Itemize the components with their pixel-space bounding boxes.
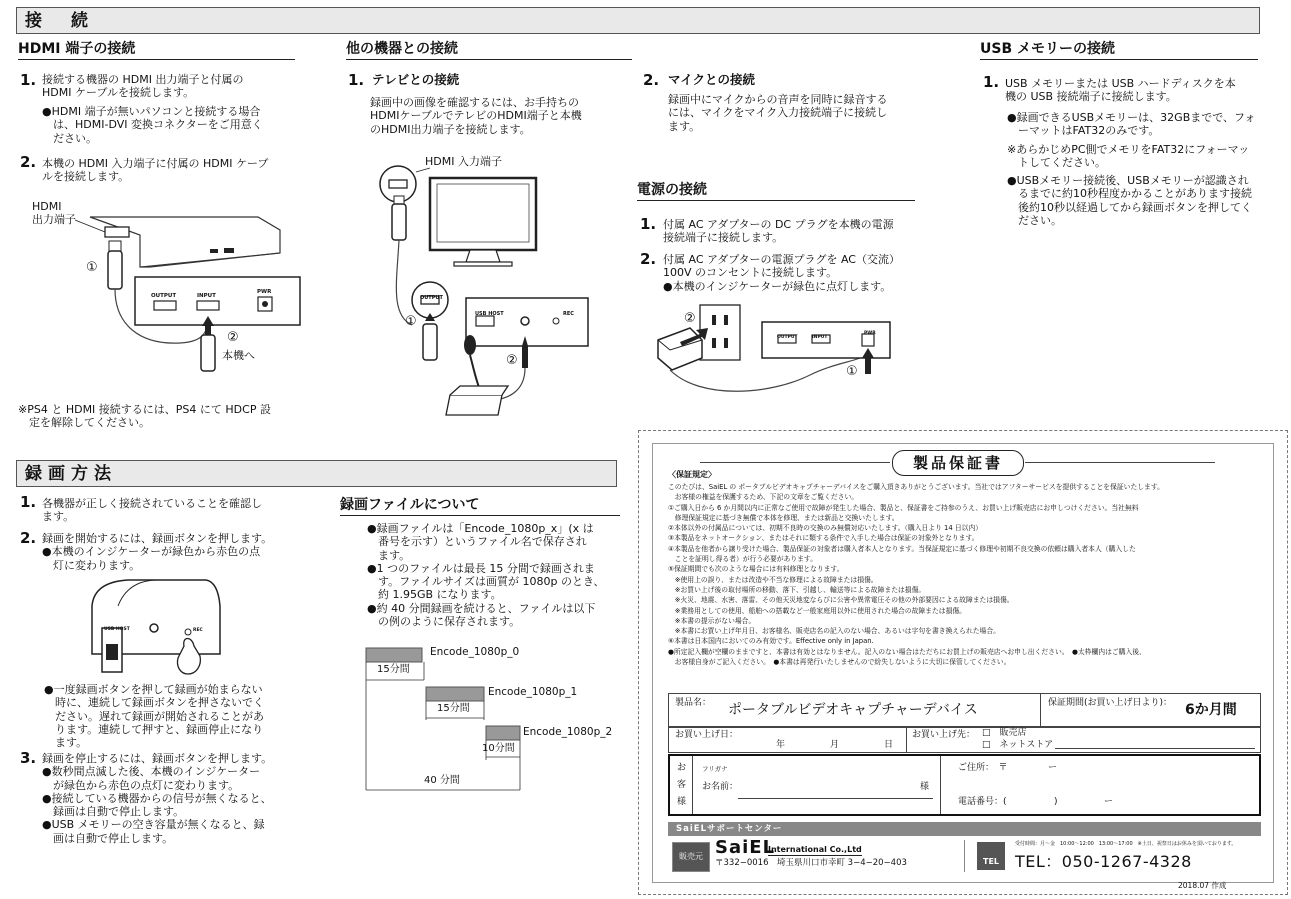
section-title-recording: 録画方法 [16, 460, 617, 487]
hdmi-step2-text: 本機の HDMI 入力端子に付属の HDMI ケーブ ルを接続します。 [42, 157, 269, 184]
purchase-month: 月 [830, 740, 840, 750]
rec-step2-number: 2. [20, 529, 37, 547]
purchase-row-divider [906, 727, 907, 753]
purchase-date-label: お買い上げ日： [675, 730, 739, 740]
hdmi-heading: HDMI 端子の接続 [18, 40, 295, 60]
usb-step1-text: USB メモリーまたは USB ハードディスクを本 機の USB 接続端子に接続します。 [1005, 77, 1236, 104]
mic-title: マイクとの接続 [668, 72, 756, 87]
hdmi-fig-circle2: ② [227, 330, 239, 345]
usb-heading: USB メモリーの接続 [980, 40, 1258, 60]
hdmi-step2-number: 2. [20, 153, 37, 171]
mic-step-number: 2. [643, 71, 660, 89]
warranty-rules-text: このたびは、SaiEL の ポータブルビデオキャプチャーデバイスをご購入頂きありがとうございます。当社ではアフターサービスを提供することを保証いたします。 お客様の権益を保護するため、下記の文章をご覧ください。 ①ご購入日から 6 か月間以内に正常なご使用で故障が発生した場合、製品と、保証書をご持参のうえ、お買い上げ販売店にお申しつけください。当社無料 修理保証規定に基づき無償で本体を修理、または新品と交換いたします。 ②本体以外の付属品については、初期不良時の交換のみ無償対応いたします。（購入日より 14 日以内） ③本製品をネットオークション、またはそれに類する条件で入手した場合は保証の対象外となります。 ④本製品を他者から譲り受けた場合、製品保証の対象者は購入者本人となります。当保証規定に基づく修理や初期不良交換の依頼は購入者本人（購入した ことを証明し得る者）が行う必要があります。 ⑤保証期間でも次のような場合には有料修理となります。 ※使用上の誤り、または改造や不当な修理による故障または損傷。 ※お買い上げ後の取付場所の移動、落下、引越し、輸送等による故障または損傷。 ※火災、地震、水害、落雷、その他天災地変ならびに公害や異常電圧その他の外部要因による故障または損傷。 ※業務用としての使用、船舶への搭載など一般家庭用以外に使用された場合の故障または損傷。 ※本書の提示がない場合。 ※本書にお買い上げ年月日、お客様名、販売店名の記入のない場合、あるいは字句を書き換えられた場合。 ⑥本書は日本国内においてのみ有効です。Effective only in Japan. ●所定記入欄が空欄のままですと、本書は有効とはなりません。記入のない場合はただちにお買上げの販売店へお申し出ください。 ●太枠欄内はご購入後、 お客様自身がご記入ください。 ●本書は再発行いたしませんので紛失しないように大切に保管してください。 [668, 483, 1164, 667]
tv-fig-circle1: ① [405, 314, 417, 329]
power-step1-number: 1. [640, 215, 657, 233]
hdmi-fig-pwr: PWR [257, 289, 272, 295]
purchase-day: 日 [884, 740, 894, 750]
support-divider [964, 840, 965, 872]
address-label: ご住所： 〒 [958, 763, 1008, 773]
company-logo: SaiEL [715, 837, 776, 858]
power-step1-text: 付属 AC アダプターの DC プラグを本機の電源 接続端子に接続します。 [663, 218, 894, 245]
tv-title: テレビとの接続 [372, 72, 460, 87]
power-step2-number: 2. [640, 250, 657, 268]
usb-note2: ※あらかじめPC側でメモリをFAT32にフォーマッ トしてください。 [1007, 143, 1250, 170]
customer-box-divider [692, 756, 693, 814]
file1-label: Encode_1080p_1 [488, 686, 578, 698]
store-option-net: □ ネットストア [982, 740, 1054, 750]
power-fig-output: OUTPUT [777, 335, 798, 340]
hdmi-output-port-label: HDMI 出力端子 [32, 200, 76, 226]
hdmi-step1-number: 1. [20, 71, 37, 89]
hdmi-fig-circle1: ① [86, 260, 98, 275]
store-option-shop: □ 販売店 [982, 728, 1027, 738]
rec-step1-number: 1. [20, 493, 37, 511]
rec-step2-note: ●一度録画ボタンを押して録画が始まらない 時に、連続して録画ボタンを押さないでく ださい。遅れて録画が開始されることがあ ります。連続して押すと、録画停止になり ます。 [44, 683, 264, 750]
furigana-label: フリガナ [702, 765, 728, 773]
product-name: ポータブルビデオキャプチャーデバイス [728, 702, 978, 718]
support-tel: TEL：050-1267-4328 [1015, 852, 1192, 871]
product-row-divider [1040, 693, 1041, 727]
power-step2-text: 付属 AC アダプターの電源プラグを AC（交流） 100V のコンセントに接続します。 ●本機のインジケーターが緑色に点灯します。 [663, 253, 900, 293]
file0-duration: 15分間 [377, 664, 410, 675]
tv-fig-rec: REC [563, 311, 574, 317]
store-name-line [1055, 748, 1255, 749]
company-suffix: International Co.,Ltd [768, 845, 862, 854]
name-line [738, 798, 933, 799]
power-heading: 電源の接続 [637, 181, 915, 201]
usb-note1: ●録画できるUSBメモリーは、32GBまでで、フォ ーマットはFAT32のみです。 [1007, 111, 1256, 138]
hdmi-fig-input: INPUT [197, 293, 216, 299]
file2-label: Encode_1080p_2 [523, 726, 613, 738]
purchase-year: 年 [776, 740, 786, 750]
warranty-rules-heading: 〈保証規定〉 [668, 470, 716, 479]
customer-name-suffix: 様 [920, 782, 930, 792]
warranty-title-rule-right [1025, 462, 1215, 463]
power-fig-circle2: ② [684, 311, 696, 326]
rec-fig-rec: REC [193, 628, 203, 633]
section-title-connection: 接 続 [16, 7, 1260, 34]
customer-box-divider2 [940, 756, 941, 814]
file2-duration: 10分間 [482, 743, 515, 754]
warranty-title: 製品保証書 [892, 450, 1024, 476]
customer-name-label: お名前： [702, 782, 739, 792]
phone-paren: ) [1054, 797, 1058, 807]
seller-badge: 販売元 [672, 842, 710, 872]
support-center-bar: SaiELサポートセンター [668, 822, 1261, 836]
support-hours: 受付時間：月〜金 10:00〜12:00 13:00〜17:00 ※土日、祝祭日はお休みを頂いております。 [1015, 841, 1237, 847]
other-devices-heading: 他の機器との接続 [346, 40, 632, 60]
warranty-period-value: 6か月間 [1185, 702, 1237, 718]
file-total-duration: 40 分間 [424, 775, 460, 786]
tv-mic-connection-figure [370, 150, 610, 425]
store-label: お買い上げ先： [912, 730, 976, 740]
rec-step3-number: 3. [20, 749, 37, 767]
phone-dash: ー [1104, 797, 1114, 807]
hdmi-to-unit-label: 本機へ [222, 349, 255, 362]
created-date: 2018.07 作成 [1178, 881, 1227, 890]
tv-text: 録画中の画像を確認するには、お手持ちの HDMIケーブルでテレビのHDMI端子と本機 のHDMI出力端子を接続します。 [370, 96, 582, 136]
power-fig-pwr: PWR [864, 331, 876, 336]
hdmi-step1-note: ●HDMI 端子が無いパソコンと接続する場合 は、HDMI-DVI 変換コネクターをご用意く ださい。 [42, 105, 263, 145]
warranty-period-label: 保証期間(お買い上げ日より)： [1048, 698, 1173, 708]
phone-icon: TEL [977, 842, 1005, 870]
customer-side-label: お 客 様 [677, 763, 687, 807]
tv-step-number: 1. [348, 71, 365, 89]
warranty-title-rule-left [700, 462, 890, 463]
tv-fig-circle2: ② [506, 353, 518, 368]
rec-fig-usb-host: USB HOST [104, 627, 130, 632]
address-dash: ー [1048, 763, 1058, 773]
file1-duration: 15分間 [437, 703, 470, 714]
tv-fig-output: OUTPUT [420, 295, 443, 301]
usb-step1-number: 1. [983, 73, 1000, 91]
power-fig-input: INPUT [812, 335, 828, 340]
hdmi-step1-text: 接続する機器の HDMI 出力端子と付属の HDMI ケーブルを接続します。 [42, 73, 244, 100]
rec-step1-text: 各機器が正しく接続されていることを確認し ます。 [42, 497, 262, 524]
rec-step3-text: 録画を停止するには、録画ボタンを押します。 ●数秒間点滅した後、本機のインジケーター が緑色から赤色の点灯に変わります。 ●接続している機器からの信号が無くなると、 録画は自動で停止します。 ●USB メモリーの空き容量が無くなると、録 画は自動で停止します。 [42, 752, 273, 845]
product-label: 製品名： [675, 698, 712, 708]
mic-text: 録画中にマイクからの音声を同時に録音する には、マイクをマイク入力接続端子に接続し ます。 [668, 93, 888, 133]
file-heading: 録画ファイルについて [340, 496, 620, 516]
hdmi-fig-output: OUTPUT [151, 293, 177, 299]
usb-note3: ●USBメモリー接続後、USBメモリーが認識され るまでに約10秒程度かかることがあります接続 後約10秒以経過してから録画ボタンを押してく ださい。 [1007, 174, 1252, 227]
tv-fig-usb-host: USB HOST [475, 311, 504, 317]
phone-label: 電話番号：( [958, 797, 1007, 807]
file-text: ●録画ファイルは「Encode_1080p_x」(x は 番号を示す）というファイル名で保存され ます。 ●1 つのファイルは最長 15 分間で録画されま す。ファイルサイズは画質が 1080p のとき、 約 1.95GB になります。 ●約 40 分間録画を続けると、ファイルは以下 の例のように保存されます。 [367, 522, 605, 629]
ps4-note: ※PS4 と HDMI 接続するには、PS4 にて HDCP 設 定を解除してください。 [18, 403, 271, 430]
rec-step2-text: 録画を開始するには、録画ボタンを押します。 ●本機のインジケーターが緑色から赤色の点 灯に変わります。 [42, 532, 273, 572]
file0-label: Encode_1080p_0 [430, 646, 520, 658]
power-fig-circle1: ① [846, 364, 858, 379]
company-address: 〒332−0016 埼玉県川口市幸町 3−4−20−403 [715, 858, 907, 868]
tv-hdmi-in-label: HDMI 入力端子 [425, 155, 502, 168]
